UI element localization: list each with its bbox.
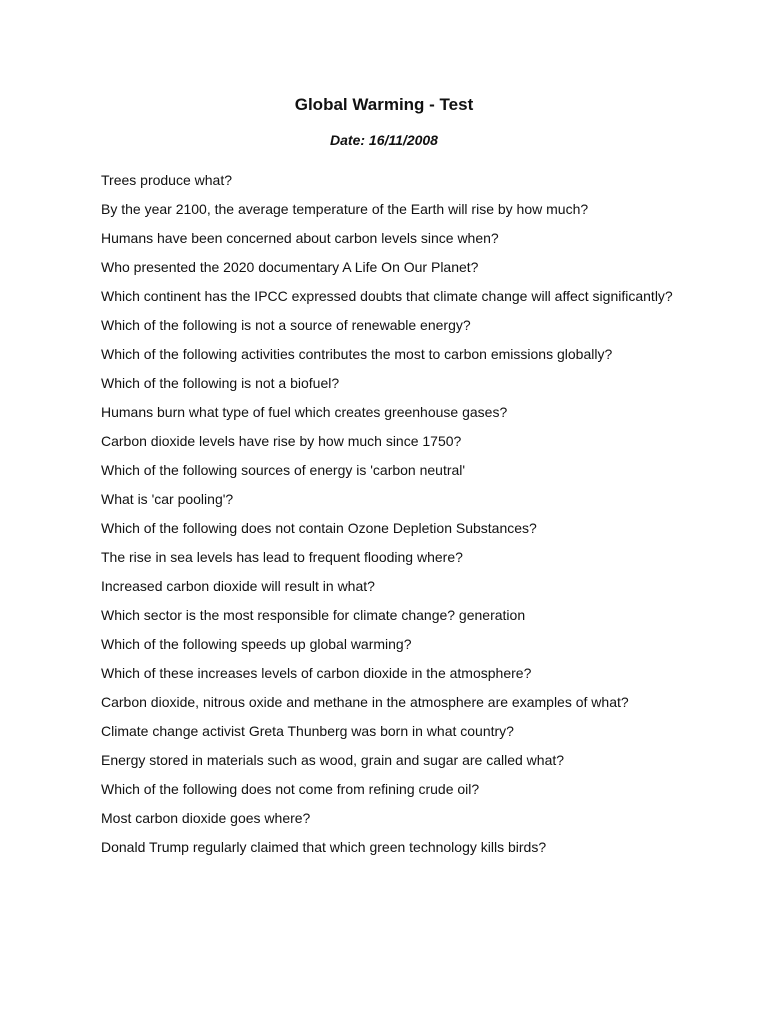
document-title: Global Warming - Test [294,95,474,114]
question-item: Increased carbon dioxide will result in what? [101,578,375,594]
question-item: Which continent has the IPCC expressed doubts that climate change will affect significantly? [101,288,673,304]
question-item: Donald Trump regularly claimed that which green technology kills birds? [101,839,547,855]
question-item: Carbon dioxide, nitrous oxide and methane in the atmosphere are examples of what? [101,694,629,710]
question-item: Which of the following does not come from refining crude oil? [101,781,480,797]
question-item: Most carbon dioxide goes where? [101,810,311,826]
question-item: Which of the following is not a source of renewable energy? [101,317,471,333]
question-item: Which of the following speeds up global warming? [101,636,412,652]
question-item: Carbon dioxide levels have rise by how much since 1750? [101,433,462,449]
question-item: Trees produce what? [101,172,232,188]
question-item: Who presented the 2020 documentary A Life On Our Planet? [101,259,479,275]
question-item: Energy stored in materials such as wood, grain and sugar are called what? [101,752,565,768]
question-list [101,173,681,869]
question-item: Which of these increases levels of carbon dioxide in the atmosphere? [101,665,532,681]
question-item: Humans burn what type of fuel which creates greenhouse gases? [101,404,508,420]
question-item: Which of the following does not contain Ozone Depletion Substances? [101,520,537,536]
question-item: Which sector is the most responsible for climate change? generation [101,607,526,623]
question-item: By the year 2100, the average temperature of the Earth will rise by how much? [101,201,589,217]
document-date: Date: 16/11/2008 [330,132,438,148]
question-item: Which of the following is not a biofuel? [101,375,340,391]
question-item: The rise in sea levels has lead to frequent flooding where? [101,549,463,565]
question-item: Which of the following activities contributes the most to carbon emissions globally? [101,346,613,362]
question-item: What is 'car pooling'? [101,491,234,507]
question-item: Humans have been concerned about carbon levels since when? [101,230,499,246]
question-item: Which of the following sources of energy is 'carbon neutral' [101,462,466,478]
question-item: Climate change activist Greta Thunberg was born in what country? [101,723,514,739]
